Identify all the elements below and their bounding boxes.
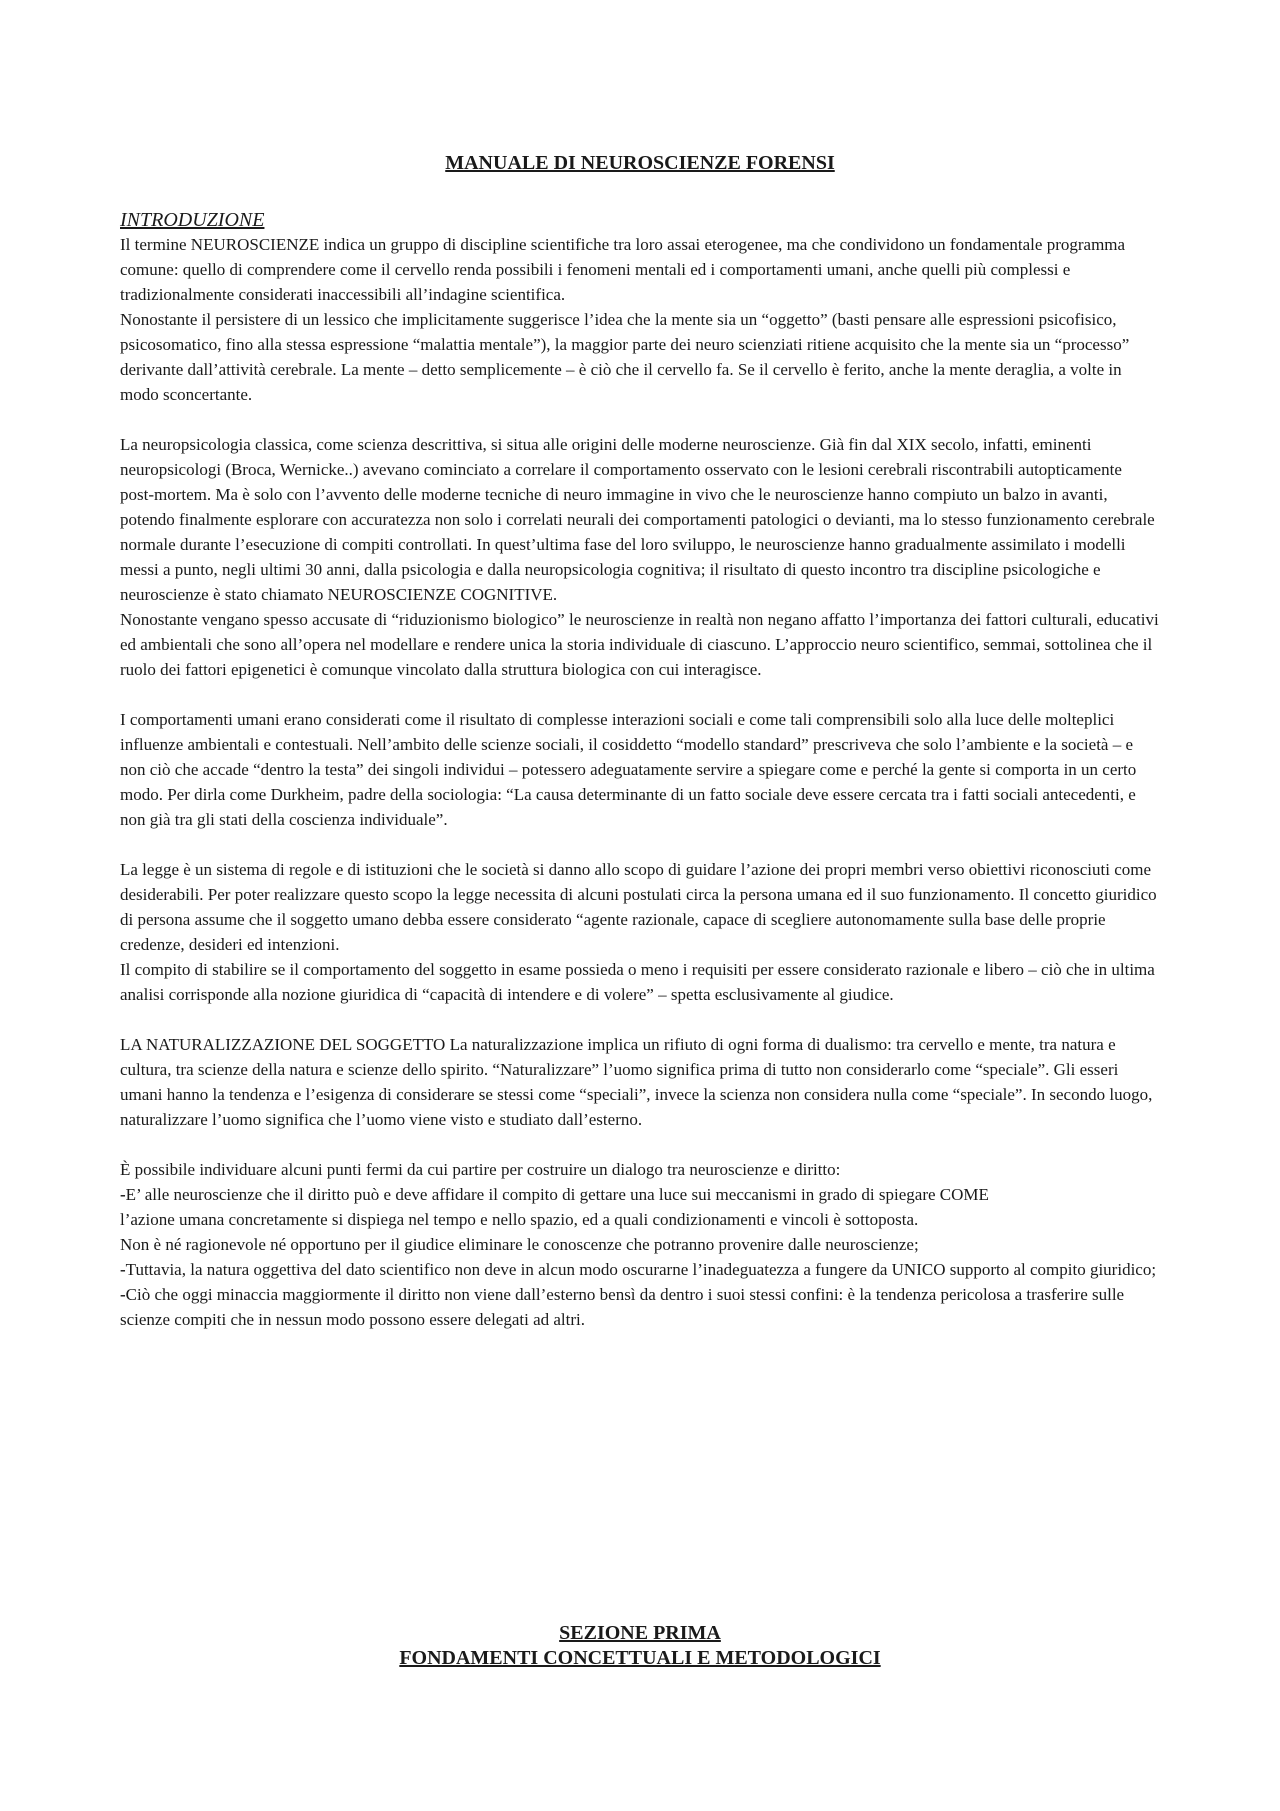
- intro-heading: INTRODUZIONE: [120, 209, 265, 231]
- bullet-marker: -: [120, 1285, 126, 1304]
- paragraph-punti-fermi: È possibile individuare alcuni punti fermi da cui partire per costruire un dialogo tra neuroscienze e diritto:: [120, 1160, 841, 1179]
- point-text: Tuttavia, la natura oggettiva del dato scientifico non deve in alcun modo oscurarne l’inadeguatezza a fungere da UNICO supporto al compito giuridico;: [125, 1260, 1157, 1279]
- point-text: E’ alle neuroscienze che il diritto può e deve affidare il compito di gettare una luce sui meccanismi in grado di spiegare COME: [125, 1185, 989, 1204]
- section-heading-block: [0, 1621, 1280, 1671]
- point-text: Ciò che oggi minaccia maggiormente il diritto non viene dall’esterno bensì da dentro i suoi stessi confini: è la tendenza pericolosa a trasferire sulle scienze compiti che in nessun modo possono essere delegati ad altri.: [120, 1285, 1125, 1329]
- section-subtitle: FONDAMENTI CONCETTUALI E METODOLOGICI: [399, 1647, 881, 1669]
- paragraph-compito-giudice: Il compito di stabilire se il comportamento del soggetto in esame possieda o meno i requisiti per essere considerato razionale e libero – ciò che in ultima analisi corrisponde alla nozione giuridica di “capacità di intendere e di volere” – spetta esclusivamente al giudice.: [120, 960, 1155, 1004]
- paragraph-neuropsicologia: La neuropsicologia classica, come scienza descrittiva, si situa alle origini delle moderne neuroscienze. Già fin dal XIX secolo, infatti, eminenti neuropsicologi (Broca, Wernicke..) avevano cominciato a correlare il comportamento osservato con le lesioni cerebrali riscontrabili autopticamente post-mortem. Ma è solo con l’avvento delle moderne tecniche di neuro immagine in vivo che le neuroscienze hanno compiuto un balzo in avanti, potendo finalmente esplorare con accuratezza non solo i correlati neurali dei comportamenti patologici o devianti, ma lo stesso funzionamento cerebrale normale durante l’esecuzione di compiti controllati. In quest’ultima fase del loro sviluppo, le neuroscienze hanno gradualmente assimilato i modelli messi a punto, negli ultimi 30 anni, dalla psicologia e dalla neuropsicologia cognitiva; il risultato di questo incontro tra discipline psicologiche e neuroscienze è stato chiamato NEUROSCIENZE COGNITIVE.: [120, 435, 1155, 604]
- paragraph-legge: La legge è un sistema di regole e di istituzioni che le società si danno allo scopo di guidare l’azione dei propri membri verso obiettivi riconosciuti come desiderabili. Per poter realizzare questo scopo la legge necessita di alcuni postulati circa la persona umana ed il suo funzionamento. Il concetto giuridico di persona assume che il soggetto umano debba essere considerato “agente razionale, capace di scegliere autonomamente sulla base delle proprie credenze, desideri ed intenzioni.: [120, 860, 1157, 954]
- paragraph-mente-processo: Nonostante il persistere di un lessico che implicitamente suggerisce l’idea che la mente sia un “oggetto” (basti pensare alle espressioni psicofisico, psicosomatico, fino alla stessa espressione “malattia mentale”), la maggior parte dei neuro scienziati ritiene acquisito che la mente sia un “processo” derivante dall’attività cerebrale. La mente – detto semplicemente – è ciò che il cervello fa. Se il cervello è ferito, anche la mente deraglia, a volte in modo sconcertante.: [120, 310, 1130, 404]
- list-item: [120, 1257, 1160, 1282]
- paragraph-naturalizzazione: LA NATURALIZZAZIONE DEL SOGGETTO La naturalizzazione implica un rifiuto di ogni forma di dualismo: tra cervello e mente, tra natura e cultura, tra scienze della natura e scienze dello spirito. “Naturalizzare” l’uomo significa prima di tutto non considerarlo come “speciale”. Gli esseri umani hanno la tendenza e l’esigenza di considerare se stessi come “speciali”, invece la scienza non considera nulla come “speciale”. In secondo luogo, naturalizzare l’uomo significa che l’uomo viene visto e studiato dall’esterno.: [120, 1035, 1153, 1129]
- section-title: SEZIONE PRIMA: [559, 1622, 721, 1644]
- list-item: [120, 1282, 1160, 1332]
- paragraph-azione-umana: l’azione umana concretamente si dispiega nel tempo e nello spazio, ed a quali condizionamenti e vincoli è sottoposta.: [120, 1210, 919, 1229]
- paragraph-riduzionismo: Nonostante vengano spesso accusate di “riduzionismo biologico” le neuroscienze in realtà non negano affatto l’importanza dei fattori culturali, educativi ed ambientali che sono all’opera nel modellare e rendere unica la storia individuale di ciascuno. L’approccio neuro scientifico, semmai, sottolinea che il ruolo dei fattori epigenetici è comunque vincolato dalla struttura biologica con cui interagisce.: [120, 610, 1159, 679]
- list-item: [120, 1182, 1160, 1207]
- document-title: MANUALE DI NEUROSCIENZE FORENSI: [445, 152, 835, 174]
- paragraph-giudice-conoscenze: Non è né ragionevole né opportuno per il giudice eliminare le conoscenze che potranno provenire dalle neuroscienze;: [120, 1235, 919, 1254]
- paragraph-neuroscienze: Il termine NEUROSCIENZE indica un gruppo di discipline scientifiche tra loro assai eterogenee, ma che condividono un fondamentale programma comune: quello di comprendere come il cervello renda possibili i fenomeni mentali ed i comportamenti umani, anche quelli più complessi e tradizionalmente considerati inaccessibili all’indagine scientifica.: [120, 235, 1126, 304]
- bullet-marker: -: [120, 1185, 126, 1204]
- paragraph-comportamenti: I comportamenti umani erano considerati come il risultato di complesse interazioni sociali e come tali comprensibili solo alla luce delle molteplici influenze ambientali e contestuali. Nell’ambito delle scienze sociali, il cosiddetto “modello standard” prescriveva che solo l’ambiente e la società – e non ciò che accade “dentro la testa” dei singoli individui – potessero adeguatamente servire a spiegare come e perché la gente si comporta in un certo modo. Per dirla come Durkheim, padre della sociologia: “La causa determinante di un fatto sociale deve essere cercata tra i fatti sociali antecedenti, e non già tra gli stati della coscienza individuale”.: [120, 710, 1137, 829]
- bullet-marker: -: [120, 1260, 126, 1279]
